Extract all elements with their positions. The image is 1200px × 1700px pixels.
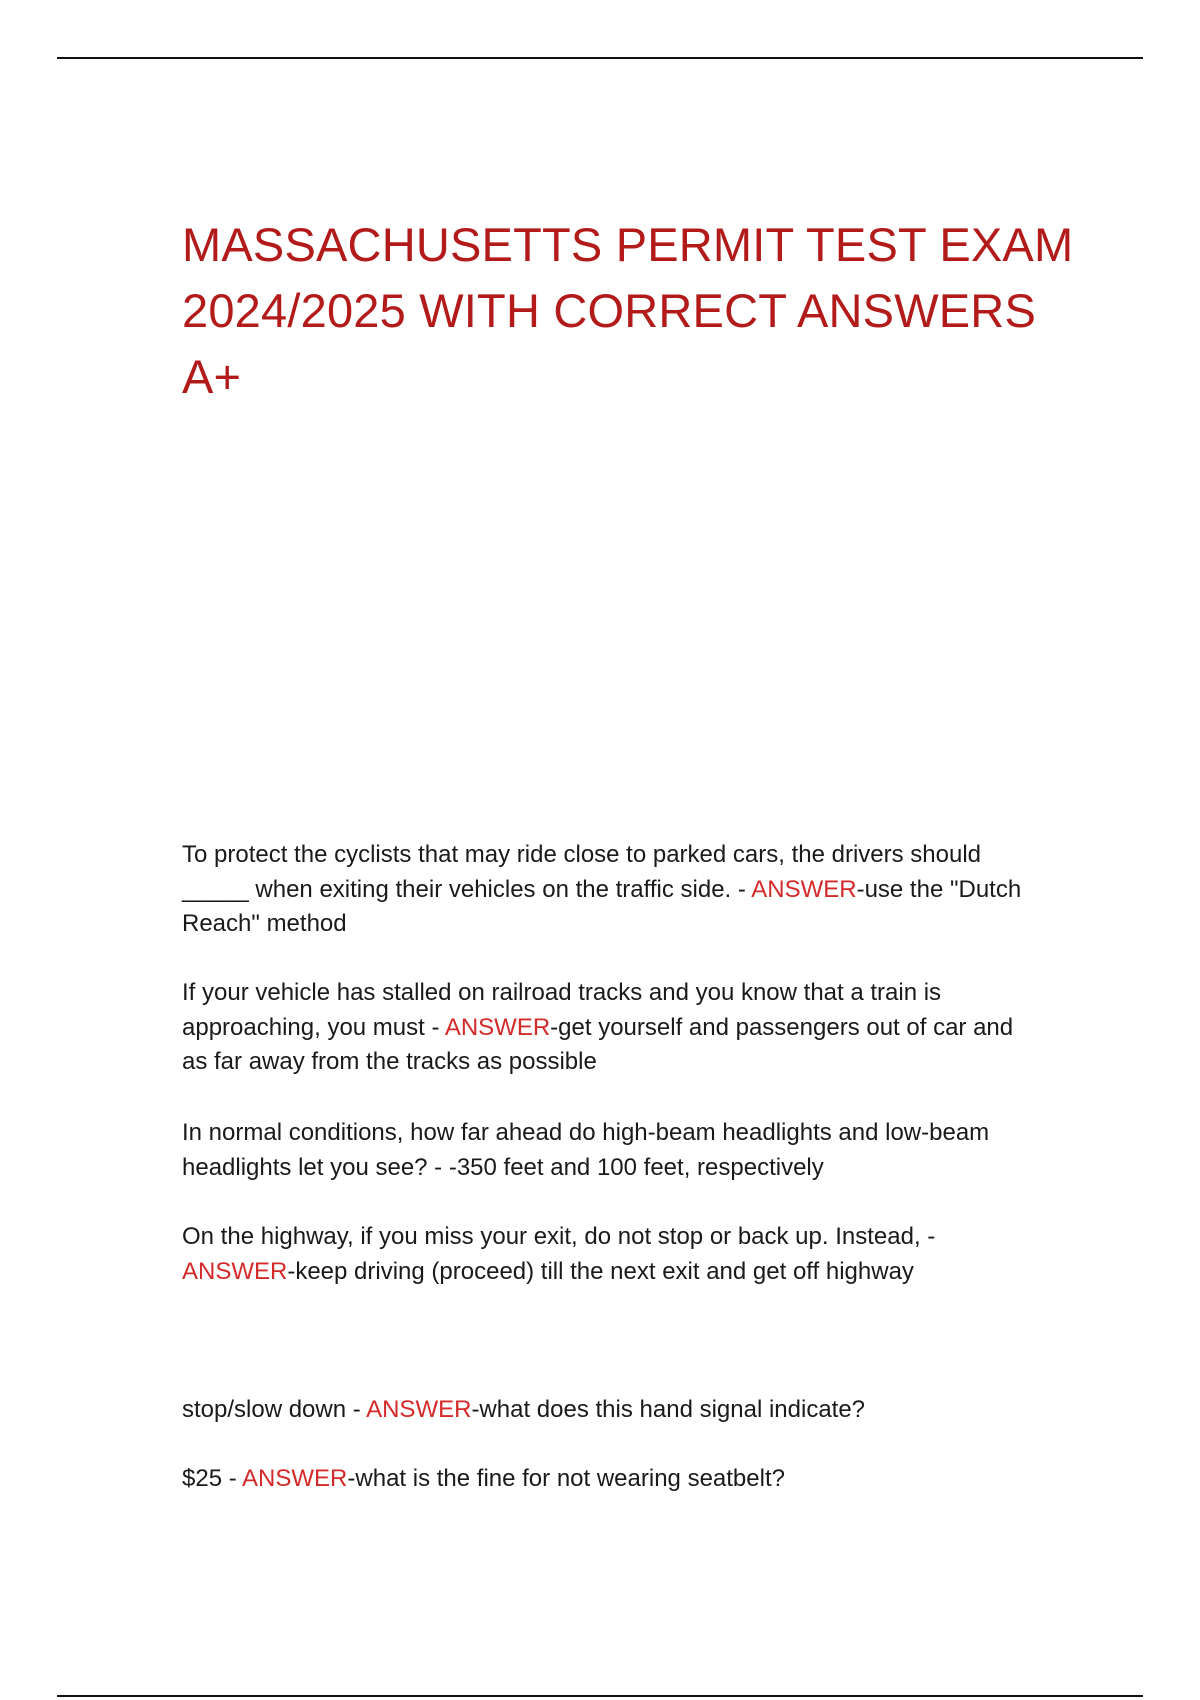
question-text: To protect the cyclists that may ride close to parked cars, the drivers should _____ when exiting their vehicles on the traffic side. - — [182, 841, 982, 903]
question-text: stop/slow down - — [182, 1396, 367, 1423]
qa-item-4 — [182, 1220, 1032, 1289]
qa-item-3 — [182, 1116, 1032, 1185]
question-text: In normal conditions, how far ahead do high-beam headlights and low-beam headlights let you see? - -350 feet and 100 feet, respectively — [182, 1119, 990, 1181]
question-text: If your vehicle has stalled on railroad tracks and you know that a train is approaching, you must - — [182, 979, 942, 1041]
qa-item-2 — [182, 976, 1032, 1080]
qa-item-1 — [182, 838, 1032, 942]
answer-text: -get yourself and passengers out of car and as far away from the tracks as possible — [182, 1013, 1014, 1075]
document-title: MASSACHUSETTS PERMIT TEST EXAM 2024/2025 WITH CORRECT ANSWERS A+ — [182, 218, 1074, 403]
answer-keyword: ANSWER — [444, 1013, 551, 1041]
answer-text: -what is the fine for not wearing seatbelt? — [347, 1465, 785, 1492]
qa-item-5 — [182, 1393, 1032, 1428]
answer-text: -use the "Dutch Reach" method — [182, 875, 1022, 937]
answer-text: -keep driving (proceed) till the next exit and get off highway — [287, 1257, 914, 1285]
answer-keyword: ANSWER — [751, 875, 857, 903]
answer-keyword: ANSWER — [242, 1465, 348, 1492]
answer-keyword: ANSWER — [366, 1396, 472, 1423]
header-rule — [57, 57, 1143, 59]
qa-item-6 — [182, 1462, 1032, 1497]
answer-text: -what does this hand signal indicate? — [471, 1396, 866, 1423]
footer-rule — [57, 1695, 1143, 1697]
question-text: On the highway, if you miss your exit, do not stop or back up. Instead, - — [182, 1223, 936, 1250]
question-text: $25 - — [182, 1465, 243, 1492]
answer-keyword: ANSWER — [182, 1257, 288, 1285]
